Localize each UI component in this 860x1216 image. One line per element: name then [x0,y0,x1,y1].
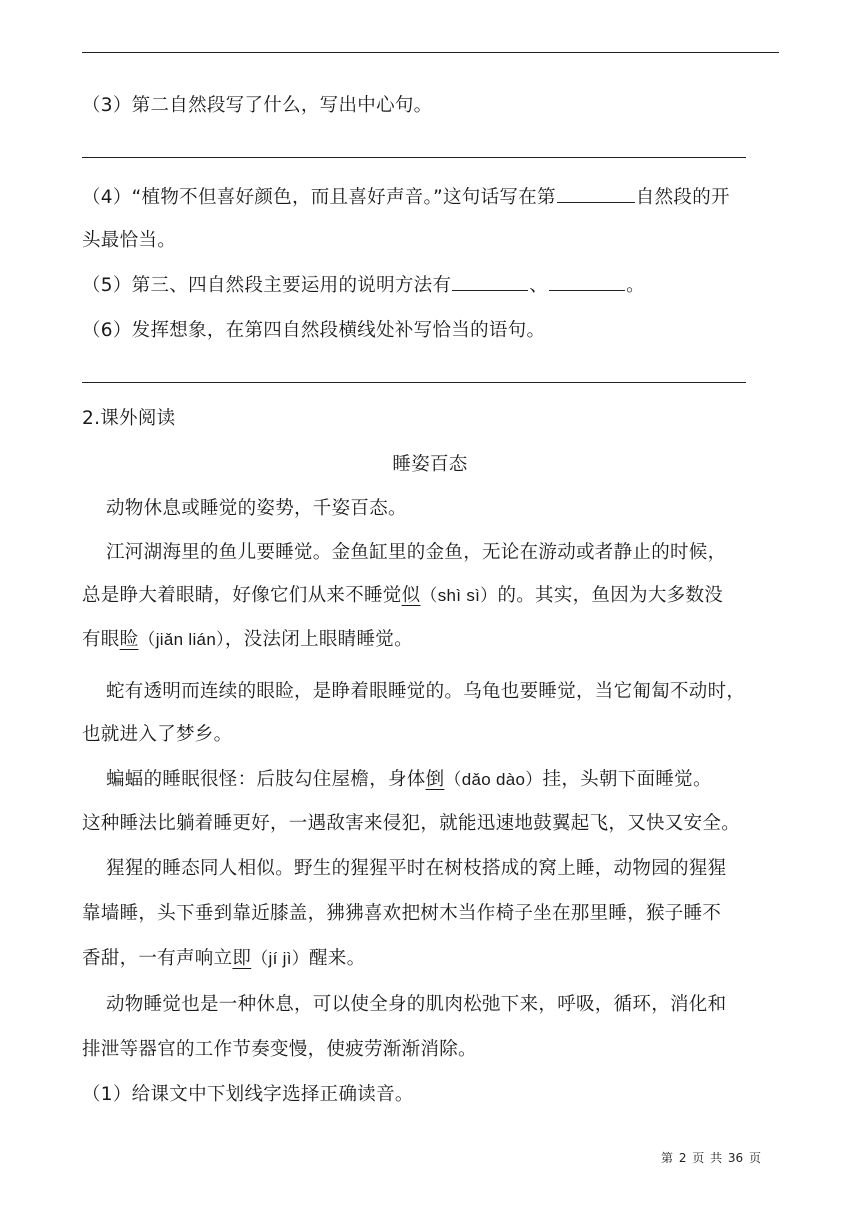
text-segment: 总是睁大着眼睛，好像它们从来不睡觉 [82,585,402,606]
text-segment: 蝙蝠的睡眠很怪：后肢勾住屋檐，身体 [106,769,426,790]
text-segment: 香甜，一有声响立 [82,948,233,969]
page-footer: 第 2 页 共 36 页 [661,1151,761,1165]
answer-line-q3[interactable] [82,157,746,158]
underlined-char: 似 [401,585,421,606]
underlined-char: 倒 [425,769,445,790]
paragraph-5-line-1: 猩猩的睡态同人相似。野生的猩猩平时在树枝搭成的窝上睡，动物园的猩猩 [106,858,727,879]
answer-line-q6[interactable] [82,382,746,383]
question-4 [82,182,730,213]
pinyin-choice: （jí jì） [251,949,310,968]
paragraph-1: 动物休息或睡觉的姿势，千姿百态。 [106,498,407,519]
paragraph-6-line-2: 排泄等器官的工作节奏变慢，使疲劳渐渐消除。 [82,1039,477,1060]
question-5-text: （5）第三、四自然段主要运用的说明方法有 [82,275,452,296]
paragraph-2-line-2 [82,581,723,611]
paragraph-6-line-1: 动物睡觉也是一种休息，可以使全身的肌肉松弛下来，呼吸，循环，消化和 [106,994,727,1015]
question-5-end: 。 [626,275,645,296]
paragraph-5-line-3 [82,944,365,974]
paragraph-2-line-3 [82,625,413,655]
question-4-text: （4）“植物不但喜好颜色，而且喜好声音。”这句话写在第 [82,187,556,208]
header-rule [82,52,779,53]
paragraph-3-line-2: 也就进入了梦乡。 [82,724,233,745]
article-title: 睡姿百态 [392,454,468,475]
question-4-continued: 头最恰当。 [82,230,177,251]
question-4-text-end: 自然段的开 [635,187,730,208]
question-5-separator: 、 [529,275,549,296]
text-segment: ，没法闭上眼睛睡觉。 [224,629,413,650]
answer-blank-q5-1[interactable] [452,270,528,291]
text-segment: 有眼 [82,629,120,650]
paragraph-2-line-1: 江河湖海里的鱼儿要睡觉。金鱼缸里的金鱼，无论在游动或者静止的时候， [106,542,727,563]
text-segment: 挂，头朝下面睡觉。 [542,769,712,790]
paragraph-3-line-1: 蛇有透明而连续的眼睑，是睁着眼睡觉的。乌龟也要睡觉，当它匍匐不动时， [106,681,746,702]
underlined-char: 睑 [119,629,139,650]
text-segment: 的。其实，鱼因为大多数没 [497,585,724,606]
question-5 [82,270,645,301]
underlined-char: 即 [232,948,252,969]
answer-blank-q5-2[interactable] [549,270,625,291]
paragraph-4-line-2: 这种睡法比躺着睡更好，一遇敌害来侵犯，就能迅速地鼓翼起飞，又快又安全。 [82,813,741,834]
pinyin-choice: （dǎo dào） [444,770,543,789]
question-bottom-1: （1）给课文中下划线字选择正确读音。 [82,1084,414,1105]
paragraph-4-line-1 [106,765,712,795]
answer-blank-q4[interactable] [557,182,635,203]
question-3: （3）第二自然段写了什么，写出中心句。 [82,95,433,116]
pinyin-choice: （jiǎn lián） [138,630,225,649]
question-6: （6）发挥想象，在第四自然段横线处补写恰当的语句。 [82,320,546,341]
section-title: 2.课外阅读 [82,408,176,429]
pinyin-choice: （shì sì） [420,586,498,605]
text-segment: 醒来。 [309,948,366,969]
paragraph-5-line-2: 靠墙睡，头下垂到靠近膝盖，狒狒喜欢把树木当作椅子坐在那里睡，猴子睡不 [82,903,722,924]
